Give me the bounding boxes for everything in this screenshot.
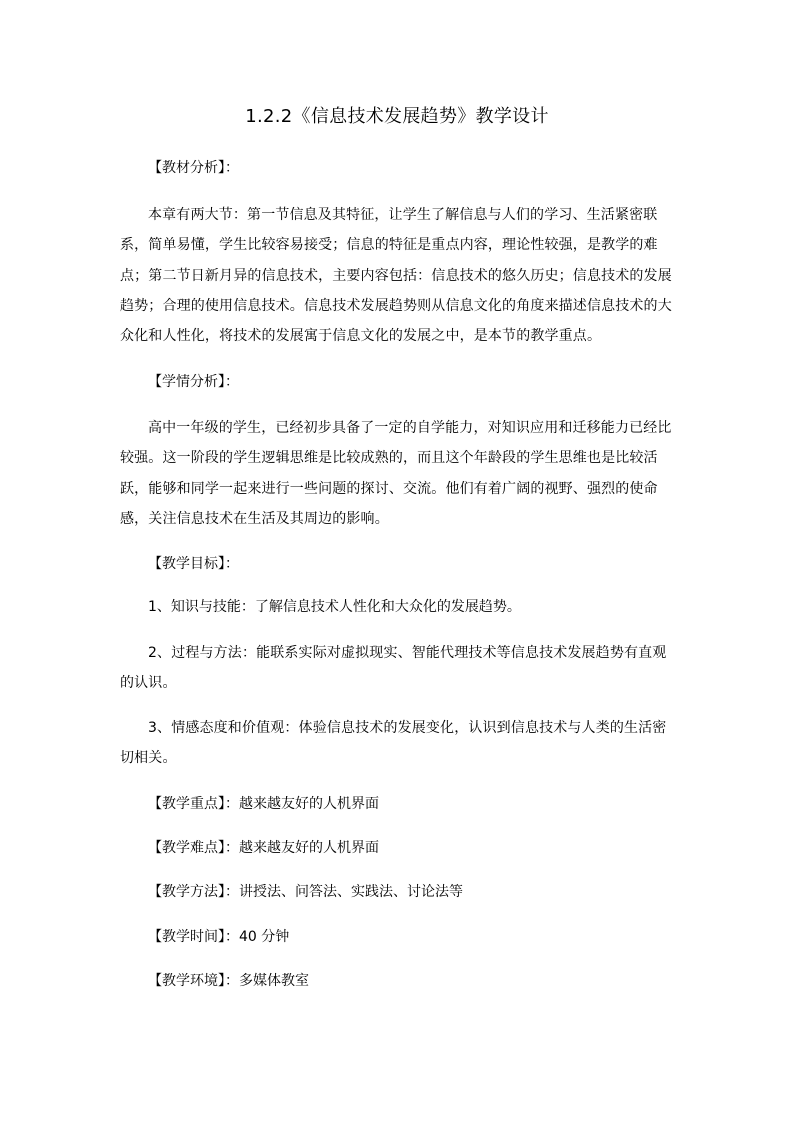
goal-item-knowledge: 1、知识与技能：了解信息技术人性化和大众化的发展趋势。	[148, 599, 521, 615]
time-value: 40 分钟	[239, 929, 290, 945]
difficulty-row	[148, 838, 379, 858]
document-title: 1.2.2《信息技术发展趋势》教学设计	[245, 106, 549, 127]
environment-value: 多媒体教室	[239, 973, 309, 989]
goal-item-attitude: 3、情感态度和价值观：体验信息技术的发展变化，认识到信息技术与人类的生活密切相关。	[120, 720, 667, 767]
student-analysis-body: 高中一年级的学生，已经初步具备了一定的自学能力，对知识应用和迁移能力已经比较强。这一阶段的学生逻辑思维是比较成熟的，而且这个年龄段的学生思维也是比较活跃，能够和同学一起来进行一些问题的探讨、交流。他们有着广阔的视野、强烈的使命感，关注信息技术在生活及其周边的影响。	[120, 420, 672, 527]
difficulty-label: 【教学难点】：	[148, 840, 239, 856]
methods-label: 【教学方法】：	[148, 884, 239, 900]
methods-value: 讲授法、问答法、实践法、讨论法等	[239, 884, 463, 900]
time-row	[148, 927, 289, 947]
key-point-row	[148, 794, 379, 814]
student-analysis-heading: 【学情分析】：	[148, 374, 239, 390]
textbook-analysis-body: 本章有两大节：第一节信息及其特征，让学生了解信息与人们的学习、生活紧密联系，简单易懂，学生比较容易接受；信息的特征是重点内容，理论性较强，是教学的难点；第二节日新月异的信息技术，主要内容包括：信息技术的悠久历史；信息技术的发展趋势；合理的使用信息技术。信息技术发展趋势则从信息文化的角度来描述信息技术的大众化和人性化，将技术的发展寓于信息文化的发展之中，是本节的教学重点。	[120, 207, 672, 345]
goal-item-process: 2、过程与方法：能联系实际对虚拟现实、智能代理技术等信息技术发展趋势有直观的认识。	[120, 645, 667, 692]
teaching-goals-heading: 【教学目标】：	[148, 556, 239, 572]
environment-row	[148, 971, 309, 991]
methods-row	[148, 882, 463, 902]
textbook-analysis-heading: 【教材分析】：	[148, 160, 239, 176]
time-label: 【教学时间】：	[148, 929, 239, 945]
key-point-value: 越来越友好的人机界面	[239, 796, 379, 812]
difficulty-value: 越来越友好的人机界面	[239, 840, 379, 856]
key-point-label: 【教学重点】：	[148, 796, 239, 812]
environment-label: 【教学环境】：	[148, 973, 239, 989]
